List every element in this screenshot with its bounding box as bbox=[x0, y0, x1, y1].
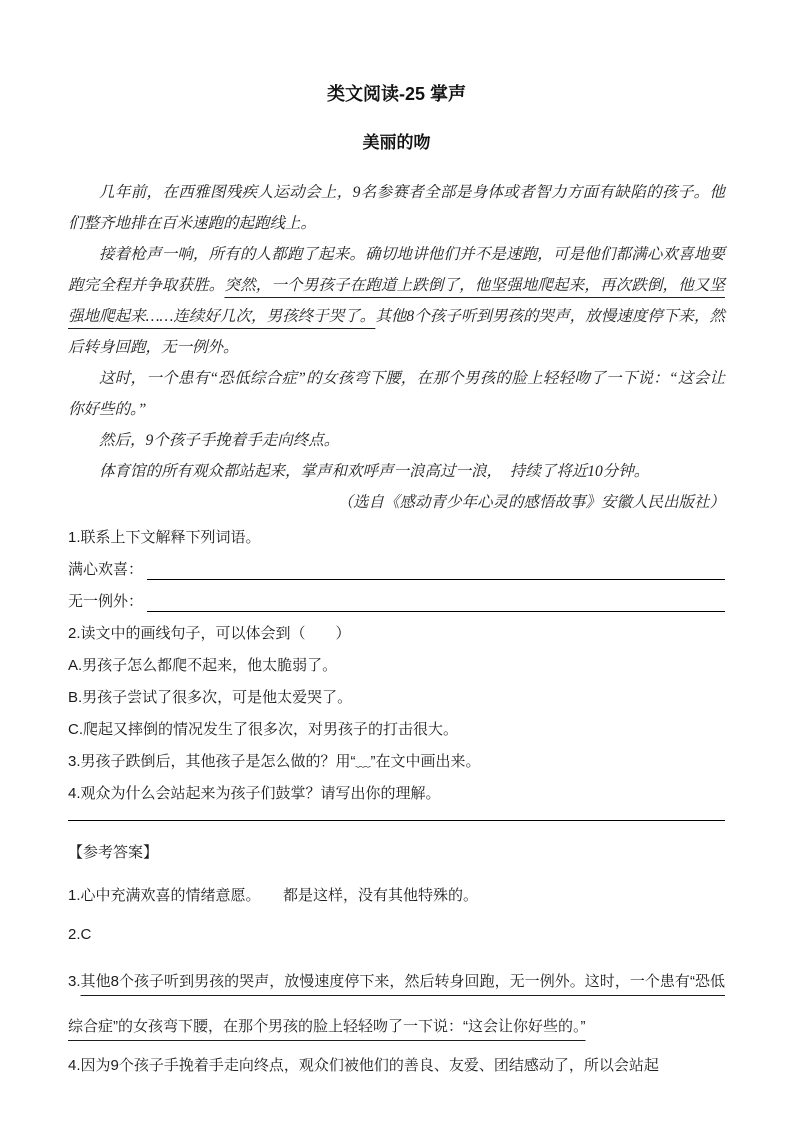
question-3: 3.男孩子跌倒后，其他孩子是怎么做的？用“﹏”在文中画出来。 bbox=[68, 753, 481, 770]
passage-text: 体育馆的所有观众都站起来，掌声和欢呼声一浪高过一浪， 持续了将近10分钟。 bbox=[99, 463, 650, 480]
question-2-option-b: B.男孩子尝试了很多次，可是他太爱哭了。 bbox=[68, 689, 353, 706]
passage-paragraph-3 bbox=[68, 363, 725, 425]
answer-3 bbox=[68, 959, 725, 1049]
source-attribution: （选自《感动青少年心灵的感悟故事》安徽人民出版社） bbox=[337, 494, 725, 511]
question-2: 2.读文中的画线句子，可以体会到（ ） bbox=[68, 625, 351, 642]
passage-text: 几年前，在西雅图残疾人运动会上，9名参赛者全部是身体或者智力方面有缺陷的孩子。他们整齐地排在百米速跑的起跑线上。 bbox=[68, 184, 725, 232]
passage-text: 其他8个孩子听到男孩的哭声，放慢速度停下来，然后转身回跑，无一例外。 bbox=[68, 308, 725, 356]
question-1: 1.联系上下文解释下列词语。 bbox=[68, 529, 261, 546]
passage-text: 接着枪声一响，所有的人都跑了起来。确切地讲他们并不是速跑，可是他们都满心欢喜地要跑完全程并争取获胜。 bbox=[68, 246, 725, 294]
blank-label-2: 无一例外： bbox=[68, 593, 144, 610]
answer-blank-line-2 bbox=[147, 611, 725, 612]
passage-paragraph-1 bbox=[68, 177, 725, 239]
page-title: 类文阅读-25 掌声 bbox=[326, 84, 467, 104]
questions-section bbox=[68, 522, 725, 810]
answer-3-number: 3. bbox=[68, 973, 81, 990]
reading-passage bbox=[68, 177, 725, 518]
passage-text: 然后，9个孩子手挽着手走向终点。 bbox=[99, 432, 340, 449]
answers-header: 【参考答案】 bbox=[68, 844, 159, 861]
passage-paragraph-4 bbox=[68, 425, 725, 456]
passage-text: 这时，一个患有“恐低综合症”的女孩弯下腰，在那个男孩的脸上轻轻吻了一下说：“这会让你好些的。” bbox=[68, 370, 725, 418]
answer-blank-line-1 bbox=[147, 579, 725, 580]
answer-2: 2.C bbox=[68, 926, 92, 943]
underlined-sentence: 突然，一个男孩子在跑道上跌倒了，他坚强地爬起来，再次跌倒，他又坚强地爬起来……连续好几次，男孩终于哭了。 bbox=[68, 277, 725, 325]
fill-blank-row-2 bbox=[68, 586, 725, 618]
blank-label-1: 满心欢喜： bbox=[68, 561, 144, 578]
section-divider bbox=[68, 820, 725, 821]
passage-title: 美丽的吻 bbox=[362, 133, 431, 152]
question-4: 4.观众为什么会站起来为孩子们鼓掌？请写出你的理解。 bbox=[68, 785, 441, 802]
answer-4: 4.因为9个孩子手挽着手走向终点，观众们被他们的善良、友爱、团结感动了，所以会站起 bbox=[68, 1057, 659, 1074]
answer-3-underlined: 其他8个孩子听到男孩的哭声，放慢速度停下来，然后转身回跑，无一例外。这时，一个患有“恐低综合症”的女孩弯下腰，在那个男孩的脸上轻轻吻了一下说：“这会让你好些的。” bbox=[68, 973, 725, 1035]
question-2-option-a: A.男孩子怎么都爬不起来，他太脆弱了。 bbox=[68, 657, 338, 674]
answers-section bbox=[68, 841, 725, 1081]
passage-paragraph-5 bbox=[68, 456, 725, 487]
fill-blank-row-1 bbox=[68, 554, 725, 586]
answer-1: 1.心中充满欢喜的情绪意愿。 都是这样，没有其他特殊的。 bbox=[68, 887, 479, 904]
passage-paragraph-2 bbox=[68, 239, 725, 363]
question-2-option-c: C.爬起又摔倒的情况发生了很多次，对男孩子的打击很大。 bbox=[68, 721, 459, 738]
